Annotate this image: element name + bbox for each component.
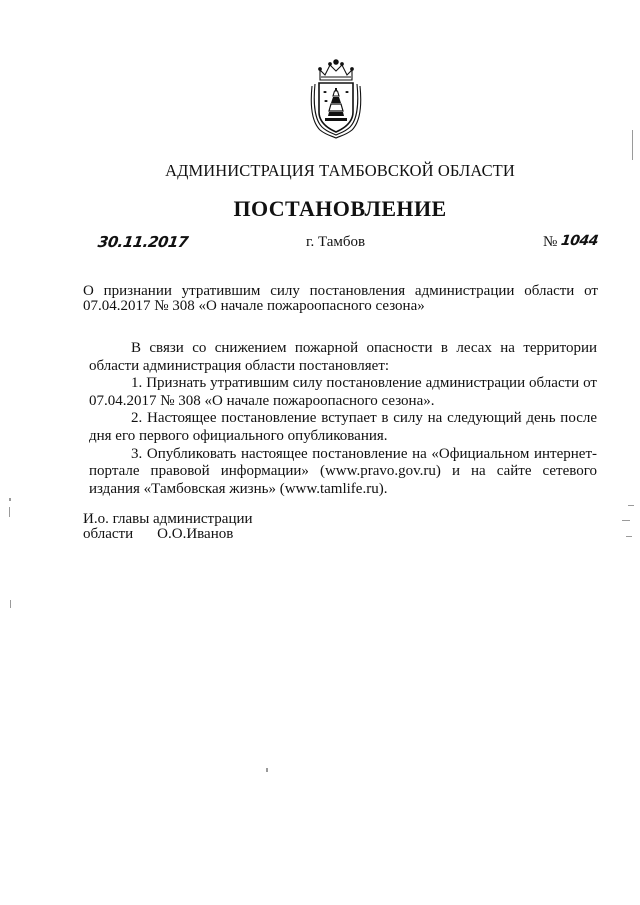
city-name: г. Тамбов — [306, 234, 366, 250]
signatory-name: О.О.Иванов — [157, 526, 234, 542]
number-label: № — [543, 234, 558, 250]
body-paragraph: 3. Опубликовать настоящее постановление на «Официальном интернет-портале правовой информации» (www.pravo.gov.ru) и на сайте сетевого издания «Тамбовская жизнь» (www.tamlife.ru). — [89, 445, 597, 497]
scan-speck — [10, 600, 11, 608]
signatory-position: И.о. главы администрации — [83, 511, 253, 527]
scan-speck — [9, 498, 11, 501]
scan-speck — [9, 507, 10, 517]
scan-speck — [632, 130, 633, 160]
signature-block — [83, 512, 253, 542]
body-paragraph: 1. Признать утратившим силу постановление администрации области от 07.04.2017 № 308 «О начале пожароопасного сезона». — [89, 375, 597, 409]
document-type-title: ПОСТАНОВЛЕНИЕ — [233, 196, 447, 221]
handwritten-document-number: 1044 — [559, 233, 600, 249]
body-paragraph: В связи со снижением пожарной опасности в лесах на территории области администрация области постановляет: — [89, 340, 597, 374]
scan-speck — [626, 536, 632, 537]
document-body — [89, 340, 597, 498]
body-paragraph: 2. Настоящее постановление вступает в силу на следующий день после дня его первого официального опубликования. — [89, 410, 597, 444]
handwritten-date: 30.11.2017 — [96, 233, 190, 251]
organization-name: АДМИНИСТРАЦИЯ ТАМБОВСКОЙ ОБЛАСТИ — [165, 161, 515, 180]
scan-speck — [266, 768, 268, 772]
scan-speck — [628, 505, 634, 506]
tambov-coat-of-arms-icon — [306, 56, 366, 140]
scan-speck — [622, 520, 630, 521]
signatory-position-cont: области — [83, 526, 134, 542]
document-subject: О признании утратившим силу постановления администрации области от 07.04.2017 № 308 «О начале пожароопасного сезона» — [83, 283, 598, 314]
